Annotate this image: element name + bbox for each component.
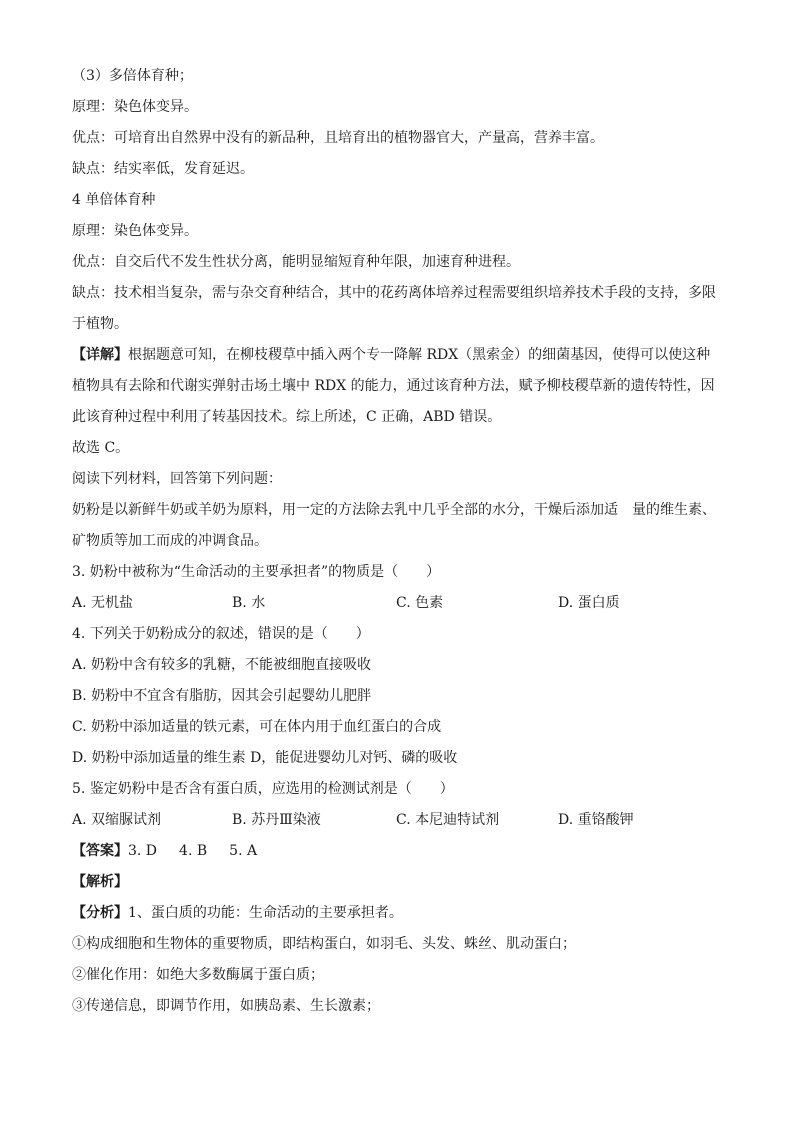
q4-option-a: A. 奶粉中含有较多的乳糖，不能被细胞直接吸收	[72, 657, 372, 673]
analysis-text-1: 1、蛋白质的功能：生命活动的主要承担者。	[128, 905, 403, 921]
q5-option-a: A. 双缩脲试剂	[72, 812, 162, 828]
section4-cons-line2: 于植物。	[72, 316, 128, 332]
answer-label: 【答案】	[72, 843, 128, 859]
detail-line3: 此该育种过程中利用了转基因技术。综上所述，C 正确，ABD 错误。	[72, 409, 502, 425]
q4-option-c: C. 奶粉中添加适量的铁元素，可在体内用于血红蛋白的合成	[72, 719, 442, 735]
answer-5: 5. A	[229, 843, 258, 859]
section3-principle: 原理：染色体变异。	[72, 99, 198, 115]
q5-options	[72, 810, 732, 830]
analysis-item2: ②催化作用：如绝大多数酶属于蛋白质；	[72, 967, 324, 983]
section4-cons-line1: 缺点：技术相当复杂，需与杂交育种结合，其中的花药离体培养过程需要组织培养技术手段的支持，多限	[72, 285, 716, 301]
material-intro: 阅读下列材料，回答第下列问题：	[72, 471, 282, 487]
q3-options	[72, 593, 732, 613]
detail-text-1: 根据题意可知，在柳枝稷草中插入两个专一降解 RDX（黑索金）的细菌基因，使得可以使这种	[128, 347, 711, 363]
q4-stem: 4. 下列关于奶粉成分的叙述，错误的是（ ）	[72, 626, 370, 642]
q3-stem: 3. 奶粉中被称为“生命活动的主要承担者”的物质是（ ）	[72, 564, 441, 580]
analysis-item3: ③传递信息，即调节作用，如胰岛素、生长激素；	[72, 998, 380, 1014]
analysis-label: 【解析】	[72, 874, 128, 890]
q5-option-d: D. 重铬酸钾	[558, 812, 634, 828]
detail-label: 【详解】	[72, 347, 128, 363]
q4-option-d: D. 奶粉中添加适量的维生素 D，能促进婴幼儿对钙、磷的吸收	[72, 750, 458, 766]
material-text-line1: 奶粉是以新鲜牛奶或羊奶为原料，用一定的方法除去乳中几乎全部的水分，干燥后添加适 量的维生素、	[72, 502, 716, 518]
q4-option-b: B. 奶粉中不宜含有脂肪，因其会引起婴幼儿肥胖	[72, 688, 372, 704]
fenxi-label: 【分析】	[72, 905, 128, 921]
answer-4: 4. B	[179, 843, 208, 859]
q3-option-c: C. 色素	[396, 595, 444, 611]
answer-3: 3. D	[128, 843, 158, 859]
section4-pros: 优点：自交后代不发生性状分离，能明显缩短育种年限，加速育种进程。	[72, 254, 520, 270]
analysis-line1	[72, 903, 732, 923]
q5-stem: 5. 鉴定奶粉中是否含有蛋白质，应选用的检测试剂是（ ）	[72, 781, 454, 797]
material-text-line2: 矿物质等加工而成的冲调食品。	[72, 533, 268, 549]
q3-option-a: A. 无机盐	[72, 595, 134, 611]
q5-option-b: B. 苏丹Ⅲ染液	[232, 812, 321, 828]
section4-principle: 原理：染色体变异。	[72, 223, 198, 239]
analysis-item1: ①构成细胞和生物体的重要物质，即结构蛋白，如羽毛、头发、蛛丝、肌动蛋白；	[72, 936, 576, 952]
detail-conclusion: 故选 C。	[72, 440, 130, 456]
q3-option-d: D. 蛋白质	[558, 595, 620, 611]
q5-option-c: C. 本尼迪特试剂	[396, 812, 500, 828]
detail-line1	[72, 345, 732, 365]
section4-title: 4 单倍体育种	[72, 192, 156, 208]
section3-pros: 优点：可培育出自然界中没有的新品种，且培育出的植物器官大，产量高，营养丰富。	[72, 130, 604, 146]
answer-line	[72, 841, 732, 861]
section3-title: （3）多倍体育种；	[72, 68, 193, 84]
q3-option-b: B. 水	[232, 595, 266, 611]
detail-line2: 植物具有去除和代谢实弹射击场土壤中 RDX 的能力，通过该育种方法，赋予柳枝稷草新的遗传特性，因	[72, 378, 715, 394]
section3-cons: 缺点：结实率低，发育延迟。	[72, 161, 254, 177]
